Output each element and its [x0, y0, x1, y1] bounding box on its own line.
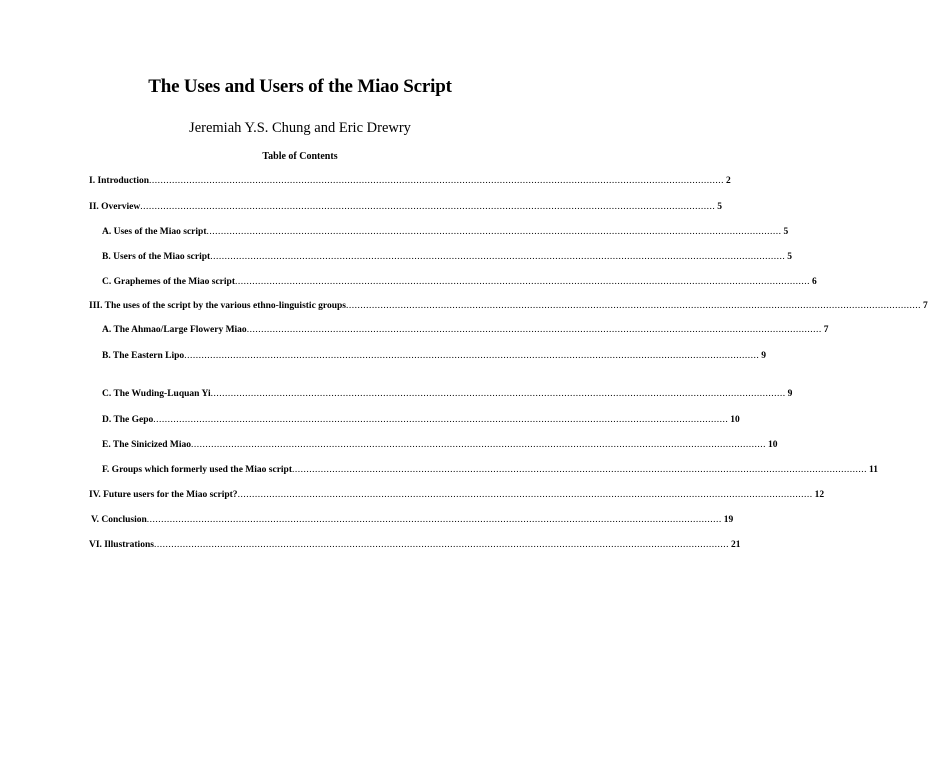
toc-entry-introduction[interactable] [89, 175, 731, 187]
toc-entry-uses-by-groups[interactable] [89, 300, 928, 312]
toc-entry-page: 5 [717, 202, 722, 212]
toc-entry-label: D. The Gepo [102, 415, 154, 425]
toc-entry-sinicized-miao[interactable] [102, 439, 778, 451]
toc-entry-uses-of-miao-script[interactable] [102, 226, 789, 238]
toc-entry-label: B. Users of the Miao script [102, 252, 211, 262]
toc-entry-label: III. The uses of the script by the various ethno-linguistic groups [89, 301, 346, 311]
toc-entry-label: C. Graphemes of the Miao script [102, 277, 235, 287]
toc-entry-gepo[interactable] [102, 414, 740, 426]
authors: Jeremiah Y.S. Chung and Eric Drewry [189, 120, 411, 136]
toc-entry-page: 11 [869, 465, 878, 475]
toc-entry-label: II. Overview [89, 202, 141, 212]
page-title: The Uses and Users of the Miao Script [148, 76, 452, 97]
toc-entry-ahmao[interactable] [102, 324, 829, 336]
toc-entry-former-users[interactable] [102, 464, 878, 476]
toc-entry-page: 6 [811, 277, 817, 287]
toc-entry-label: VI. Illustrations [89, 540, 154, 550]
toc-leader: ........................................................................................................................................................................................................ [146, 515, 722, 525]
toc-leader: ........................................................................................................................................................................................................ [237, 490, 813, 500]
toc-entry-page: 5 [783, 227, 789, 237]
toc-entry-label: A. The Ahmao/Large Flowery Miao [102, 325, 247, 335]
toc-leader: ........................................................................................................................................................................................................ [140, 202, 716, 212]
toc-leader: ........................................................................................................................................................................................................ [292, 465, 867, 475]
toc-leader: ........................................................................................................................................................................................................ [345, 301, 921, 311]
toc-entry-label: V. Conclusion [91, 515, 147, 525]
toc-leader: ........................................................................................................................................................................................................ [234, 277, 810, 287]
toc-entry-page: 7 [922, 301, 928, 311]
toc-entry-page: 9 [761, 351, 766, 361]
toc-entry-future-users[interactable] [89, 489, 825, 501]
toc-entry-users-of-miao-script[interactable] [102, 251, 792, 263]
toc-entry-page: 10 [730, 415, 740, 425]
toc-entry-label: I. Introduction [89, 176, 150, 186]
toc-entry-label: E. The Sinicized Miao [102, 440, 192, 450]
toc-entry-page: 10 [768, 440, 778, 450]
toc-leader: ........................................................................................................................................................................................................ [184, 351, 760, 361]
toc-entry-page: 9 [787, 389, 793, 399]
toc-leader: ........................................................................................................................................................................................................ [206, 227, 782, 237]
toc-entry-eastern-lipo[interactable] [102, 350, 766, 362]
toc-entry-page: 2 [726, 176, 731, 186]
toc-entry-wuding-luquan-yi[interactable] [102, 388, 793, 400]
toc-entry-page: 7 [823, 325, 829, 335]
toc-leader: ........................................................................................................................................................................................................ [210, 252, 786, 262]
toc-entry-conclusion[interactable] [91, 514, 734, 526]
toc-entry-page: 19 [723, 515, 734, 525]
toc-entry-label: A. Uses of the Miao script [102, 227, 207, 237]
toc-entry-overview[interactable] [89, 201, 722, 213]
toc-leader: ........................................................................................................................................................................................................ [210, 389, 786, 399]
toc-entry-label: B. The Eastern Lipo [102, 351, 185, 361]
toc-leader: ........................................................................................................................................................................................................ [191, 440, 767, 450]
toc-leader: ........................................................................................................................................................................................................ [149, 176, 725, 186]
toc-entry-page: 21 [730, 540, 741, 550]
toc-entry-page: 12 [814, 490, 825, 500]
toc-leader: ........................................................................................................................................................................................................ [153, 415, 729, 425]
toc-heading: Table of Contents [262, 151, 338, 162]
toc-entry-page: 5 [787, 252, 792, 262]
toc-leader: ........................................................................................................................................................................................................ [153, 540, 729, 550]
toc-entry-graphemes[interactable] [102, 276, 817, 288]
toc-entry-label: IV. Future users for the Miao script? [89, 490, 238, 500]
toc-entry-illustrations[interactable] [89, 539, 741, 551]
toc-entry-label: C. The Wuding-Luquan Yi [102, 389, 211, 399]
toc-leader: ........................................................................................................................................................................................................ [246, 325, 822, 335]
toc-entry-label: F. Groups which formerly used the Miao script [102, 465, 292, 475]
